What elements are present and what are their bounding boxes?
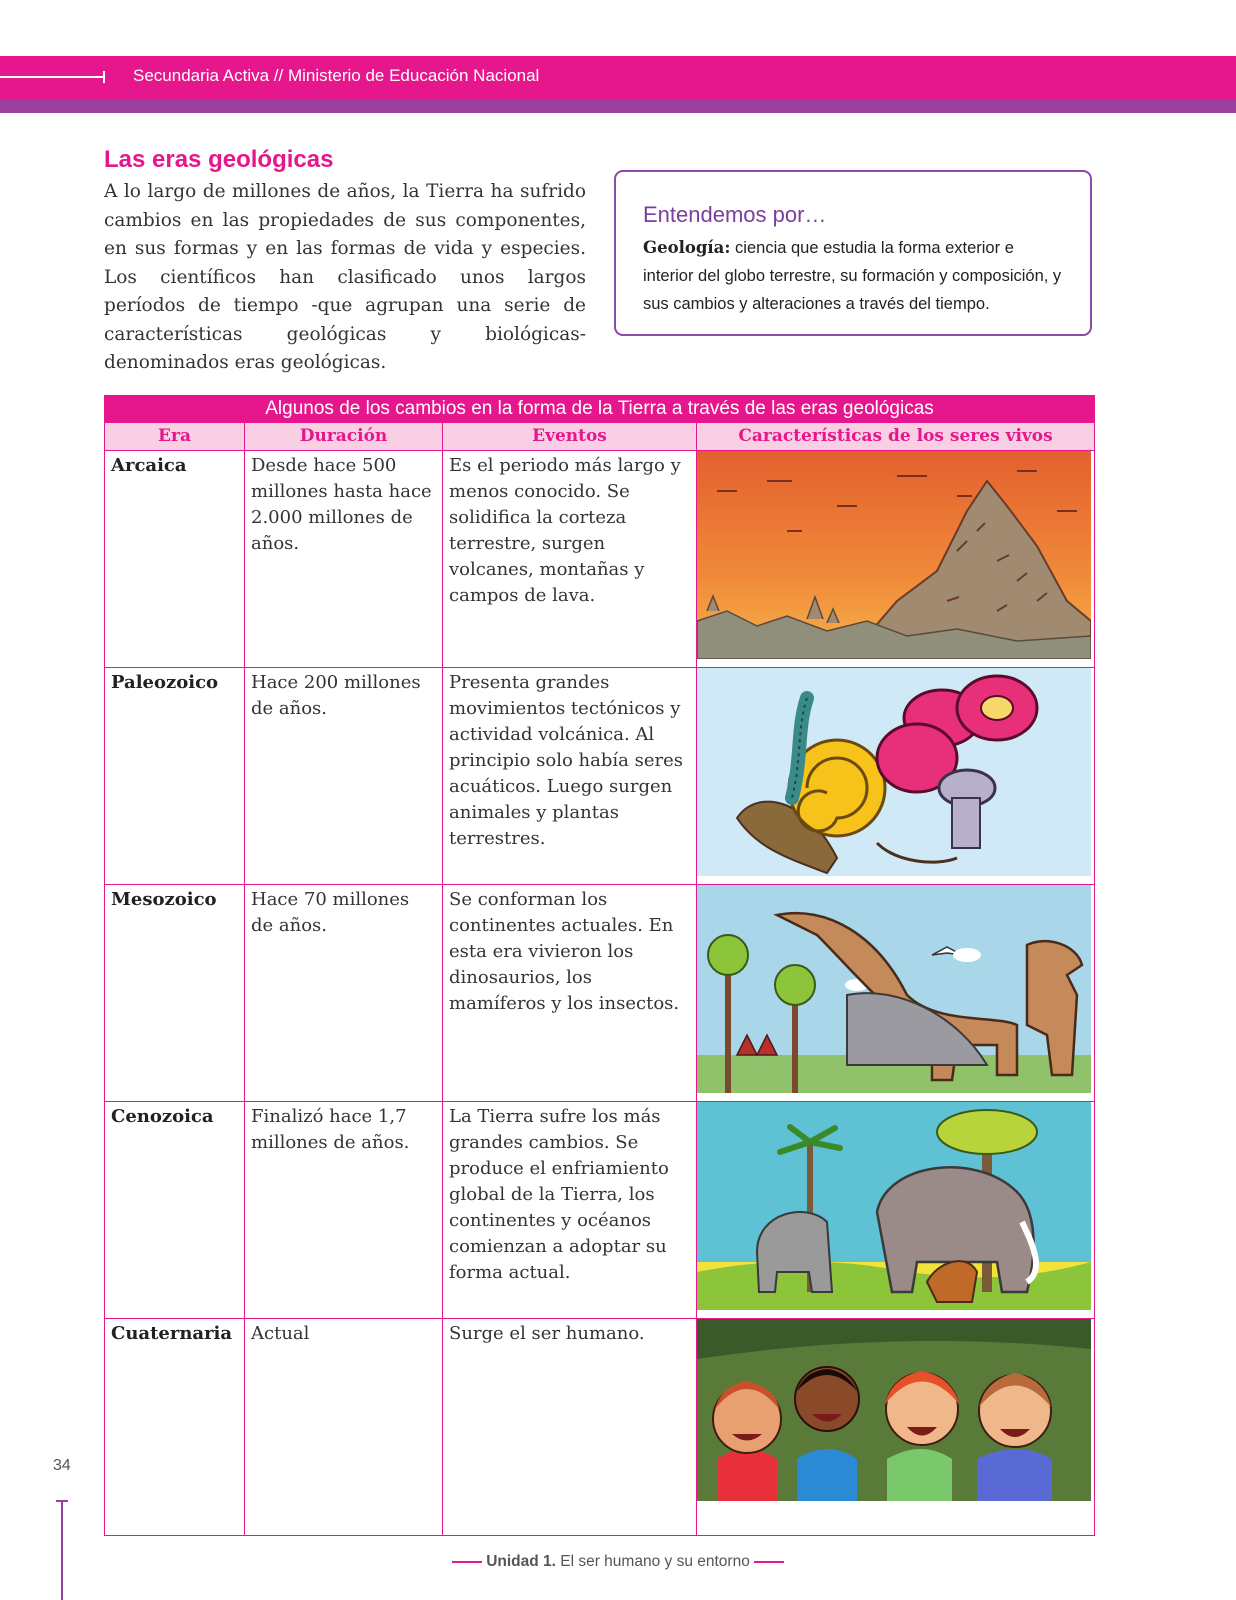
era-events: Surge el ser humano. — [443, 1319, 697, 1536]
header-title: Secundaria Activa // Ministerio de Educación Nacional — [133, 66, 540, 85]
footer — [0, 1553, 1236, 1571]
era-name: Arcaica — [105, 451, 245, 668]
margin-line — [61, 1500, 63, 1600]
header-rule — [0, 76, 104, 78]
era-duration: Hace 70 millones de años. — [245, 885, 443, 1102]
definition-heading: Entendemos por… — [643, 202, 827, 227]
era-events: La Tierra sufre los más grandes cambios. Se produce el enfriamiento global de la Tierra, los continentes y océanos comienzan a adoptar su forma actual. — [443, 1102, 697, 1319]
definition-term: Geología: — [643, 238, 731, 257]
era-illustration-cell — [697, 885, 1095, 1102]
era-events: Se conforman los continentes actuales. En esta era vivieron los dinosaurios, los mamíferos y los insectos. — [443, 885, 697, 1102]
dinosaurs-illustration — [697, 885, 1091, 1093]
era-illustration-cell — [697, 451, 1095, 668]
definition-body: ciencia que estudia la forma exterior e interior del globo terrestre, su formación y composición, y sus cambios y alteraciones a través del tiempo. — [643, 239, 1062, 313]
section-title: Las eras geológicas — [104, 146, 334, 173]
marine-fossils-illustration — [697, 668, 1091, 876]
era-duration: Finalizó hace 1,7 millones de años. — [245, 1102, 443, 1319]
era-events: Presenta grandes movimientos tectónicos y actividad volcánica. Al principio solo había seres acuáticos. Luego surgen animales y plantas terrestres. — [443, 668, 697, 885]
table-caption: Algunos de los cambios en la forma de la Tierra a través de las eras geológicas — [105, 396, 1095, 423]
era-name: Paleozoico — [105, 668, 245, 885]
footer-unit: Unidad 1. — [486, 1553, 556, 1570]
footer-bar-right — [754, 1561, 784, 1563]
era-name: Cuaternaria — [105, 1319, 245, 1536]
table-row — [105, 1319, 1095, 1536]
children-illustration — [697, 1319, 1091, 1501]
era-illustration-cell — [697, 1102, 1095, 1319]
footer-bar-left — [452, 1561, 482, 1563]
table-row — [105, 451, 1095, 668]
era-duration: Actual — [245, 1319, 443, 1536]
definition-box — [614, 170, 1092, 336]
page-number: 34 — [53, 1457, 71, 1474]
era-duration: Hace 200 millones de años. — [245, 668, 443, 885]
definition-text — [643, 234, 1064, 318]
era-events: Es el periodo más largo y menos conocido. Se solidifica la corteza terrestre, surgen volcanes, montañas y campos de lava. — [443, 451, 697, 668]
table-row — [105, 668, 1095, 885]
table-row — [105, 885, 1095, 1102]
column-header-characteristics: Características de los seres vivos — [697, 423, 1095, 451]
intro-paragraph: A lo largo de millones de años, la Tierra ha sufrido cambios en las propiedades de sus componentes, en sus formas y en las formas de vida y especies. Los científicos han clasificado unos largos períodos de tiempo -que agrupan una serie de características geológicas y biológicas- denominados eras geológicas. — [104, 181, 586, 373]
volcanic-landscape-illustration — [697, 451, 1091, 659]
mammoths-illustration — [697, 1102, 1091, 1310]
era-illustration-cell — [697, 1319, 1095, 1536]
header-tick — [103, 71, 105, 83]
column-header-era: Era — [105, 423, 245, 451]
column-header-events: Eventos — [443, 423, 697, 451]
era-duration: Desde hace 500 millones hasta hace 2.000 millones de años. — [245, 451, 443, 668]
eras-table — [104, 395, 1095, 1536]
era-name: Mesozoico — [105, 885, 245, 1102]
header-underline — [0, 99, 1236, 113]
era-illustration-cell — [697, 668, 1095, 885]
table-row — [105, 1102, 1095, 1319]
column-header-duration: Duración — [245, 423, 443, 451]
footer-title: El ser humano y su entorno — [555, 1553, 750, 1570]
era-name: Cenozoica — [105, 1102, 245, 1319]
